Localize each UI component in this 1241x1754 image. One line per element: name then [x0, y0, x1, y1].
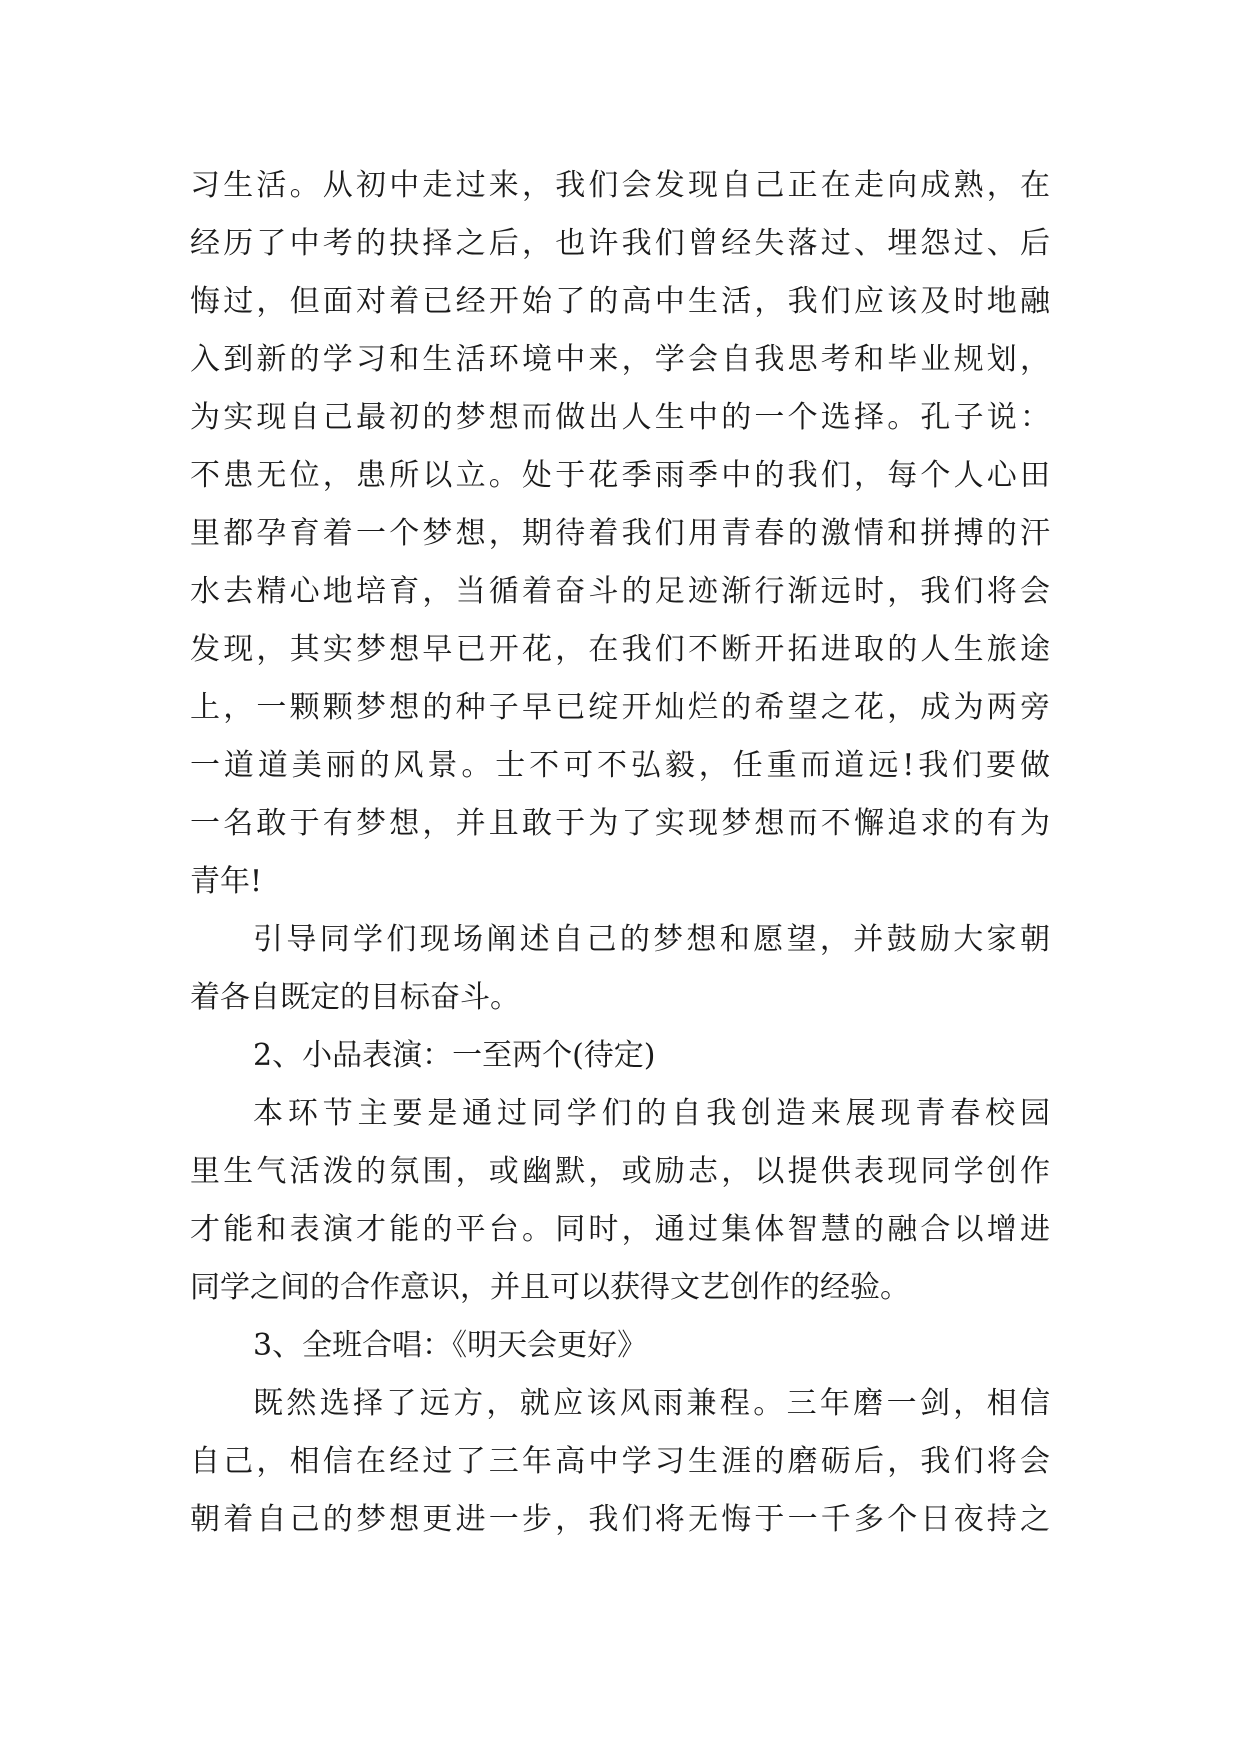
text-line: 习生活。从初中走过来，我们会发现自己正在走向成熟，在: [190, 168, 1050, 203]
text-line: 同学之间的合作意识，并且可以获得文艺创作的经验。: [190, 1270, 910, 1305]
text-line: 为实现自己最初的梦想而做出人生中的一个选择。孔子说：: [190, 400, 1050, 435]
text-line: 发现，其实梦想早已开花，在我们不断开拓进取的人生旅途: [190, 632, 1050, 667]
text-line: 青年!: [190, 864, 263, 899]
text-line: 自己，相信在经过了三年高中学习生涯的磨砺后，我们将会: [190, 1444, 1050, 1479]
text-line: 上，一颗颗梦想的种子早已绽开灿烂的希望之花，成为两旁: [190, 690, 1050, 725]
text-line: 着各自既定的目标奋斗。: [190, 980, 520, 1015]
text-line: 水去精心地培育，当循着奋斗的足迹渐行渐远时，我们将会: [190, 574, 1050, 609]
text-line: 引导同学们现场阐述自己的梦想和愿望，并鼓励大家朝: [253, 922, 1050, 957]
text-line: 朝着自己的梦想更进一步，我们将无悔于一千多个日夜持之: [190, 1502, 1050, 1537]
text-line: 本环节主要是通过同学们的自我创造来展现青春校园: [253, 1096, 1050, 1131]
text-line: 里生气活泼的氛围，或幽默，或励志，以提供表现同学创作: [190, 1154, 1050, 1189]
text-line: 悔过，但面对着已经开始了的高中生活，我们应该及时地融: [190, 284, 1050, 319]
text-line: 既然选择了远方，就应该风雨兼程。三年磨一剑，相信: [253, 1386, 1050, 1421]
text-line: 一名敢于有梦想，并且敢于为了实现梦想而不懈追求的有为: [190, 806, 1050, 841]
text-line: 不患无位，患所以立。处于花季雨季中的我们，每个人心田: [190, 458, 1050, 493]
text-line: 一道道美丽的风景。士不可不弘毅，任重而道远!我们要做: [190, 748, 1050, 783]
text-line: 经历了中考的抉择之后，也许我们曾经失落过、埋怨过、后: [190, 226, 1050, 261]
section-heading: 3、全班合唱：《明天会更好》: [253, 1328, 648, 1363]
text-line: 入到新的学习和生活环境中来，学会自我思考和毕业规划，: [190, 342, 1050, 377]
text-line: 才能和表演才能的平台。同时，通过集体智慧的融合以增进: [190, 1212, 1050, 1247]
text-line: 里都孕育着一个梦想，期待着我们用青春的激情和拼搏的汗: [190, 516, 1050, 551]
section-heading: 2、小品表演：一至两个(待定): [253, 1038, 656, 1073]
